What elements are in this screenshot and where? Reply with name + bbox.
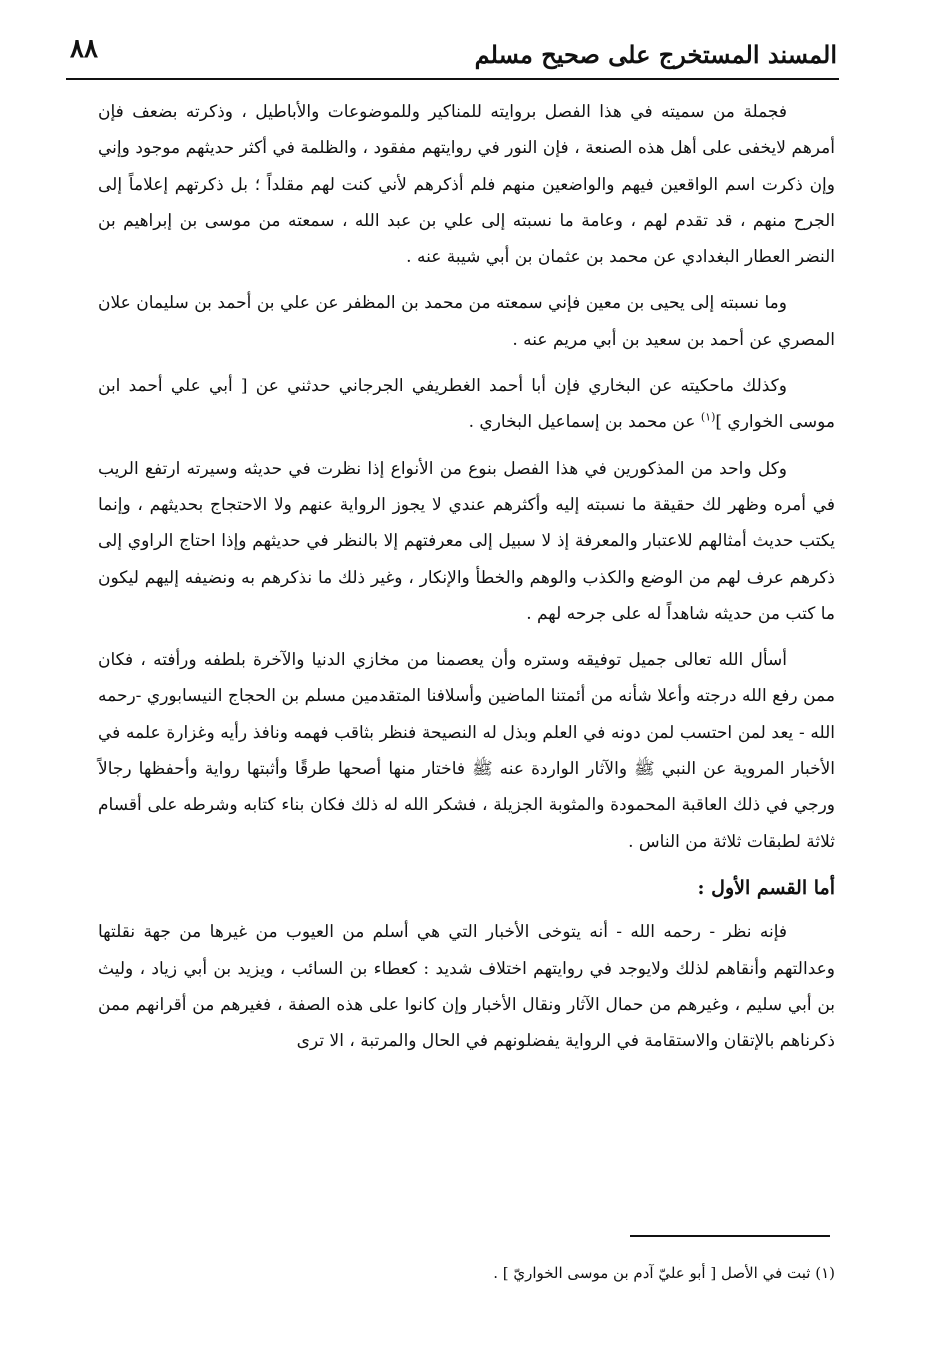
paragraph-6: فإنه نظر - رحمه الله - أنه يتوخى الأخبار التي هي أسلم من العيوب من غيرها من جهة نقلتها وعدالتهم وأنقاهم لذلك ولايوجد في روايتهم اختلاف شديد : كعطاء بن السائب ، ويزيد بن أبي زياد ، وليث بن أبي سليم ، وغيرهم من حمال الآثار ونقال الأخبار وإن كانوا على هذه الصفة ، فغيرهم من أقرانهم ممن ذكرناهم بالإتقان والاستقامة في الرواية يفضلونهم في الحال والمرتبة ، الا ترى	[98, 922, 835, 1052]
header-divider	[66, 78, 839, 80]
footnote-divider	[630, 1235, 830, 1237]
paragraph-2: وما نسبته إلى يحيى بن معين فإني سمعته من محمد بن المظفر عن علي بن أحمد بن سليمان علان المصري عن أحمد بن سعيد بن أبي مريم عنه .	[98, 293, 835, 350]
paragraph-1: فجملة من سميته في هذا الفصل بروايته للمناكير وللموضوعات والأباطيل ، وذكرته بضعف فإن أمرهم لايخفى على أهل هذه الصنعة ، فإن النور في روايتهم مفقود ، والظلمة في أكثر حديثهم موجود وإني وإن ذكرت اسم الواقعين فيهم والواضعين منهم فلم أذكرهم لأني كنت لهم مقلداً ؛ بل ذكرتهم إعلاماً إلى الجرح منهم ، قد تقدم لهم ، وعامة ما نسبته إلى علي بن عبد الله ، سمعته من موسى بن إبراهيم بن النضر العطار البغدادي عن محمد بن عثمان بن أبي شيبة عنه .	[98, 102, 835, 268]
page-number: ٨٨	[70, 34, 98, 64]
main-text	[98, 94, 835, 1069]
paragraph-3-text: وكذلك ماحكيته عن البخاري فإن أبا أحمد الغطريفي الجرجاني حدثني عن [ أبي علي أحمد ابن موسى الخواري ]	[98, 376, 835, 433]
section-heading: أما القسم الأول :	[697, 876, 835, 899]
page-header	[70, 30, 837, 82]
footnote: (١) ثبت في الأصل [ أبو عليّ آدم بن موسى الخواريّ ] .	[493, 1264, 835, 1282]
running-title: المسند المستخرج على صحيح مسلم	[474, 40, 837, 69]
footnote-marker: (١)	[700, 410, 716, 424]
paragraph-5: أسأل الله تعالى جميل توفيقه وستره وأن يعصمنا من مخازي الدنيا والآخرة بلطفه ورأفته ، فكان ممن رفع الله درجته وأعلا شأنه من أئمتنا الماضين وأسلافنا المتقدمين مسلم بن الحجاج النيسابوري -رحمه الله - يعد لمن احتسب لمن دونه في العلم وبذل له النصيحة فنظر بثاقب فهمه ونافذ رأيه وغزارة علمه في الأخبار المروية عن النبي ﷺ والآثار الواردة عنه ﷺ فاختار منها أصحها طرقًا وأثبتها رواية وأحفظها رجالاً ورجي في ذلك العاقبة المحمودة والمثوبة الجزيلة ، فشكر الله له ذلك فكان بناء كتابه وشرطه على أقسام ثلاثة لطبقات ثلاثة من الناس .	[98, 650, 835, 852]
paragraph-3	[98, 368, 835, 441]
paragraph-4: وكل واحد من المذكورين في هذا الفصل بنوع من الأنواع إذا نظرت في حديثه وسيرته ارتفع الريب في أمره وظهر لك حقيقة ما نسبته إليه وأكثرهم عندي لا يجوز الرواية عنهم ولا الاحتجاج بحديثهم ، وإنما يكتب حديث أمثالهم للاعتبار والمعرفة إذ لا سبيل إلى معرفتهم إلا بالنظر في حديثهم وإذا احتاج الراوي إلى ذكرهم عرف لهم من الوضع والكذب والوهم والخطأ والإنكار ، وغير ذلك ما نذكرهم به ونضيفه إليهم ليكون ما كتب من حديثه شاهداً له على جرحه لهم .	[98, 458, 835, 624]
paragraph-3-text-end: عن محمد بن إسماعيل البخاري .	[468, 412, 701, 433]
